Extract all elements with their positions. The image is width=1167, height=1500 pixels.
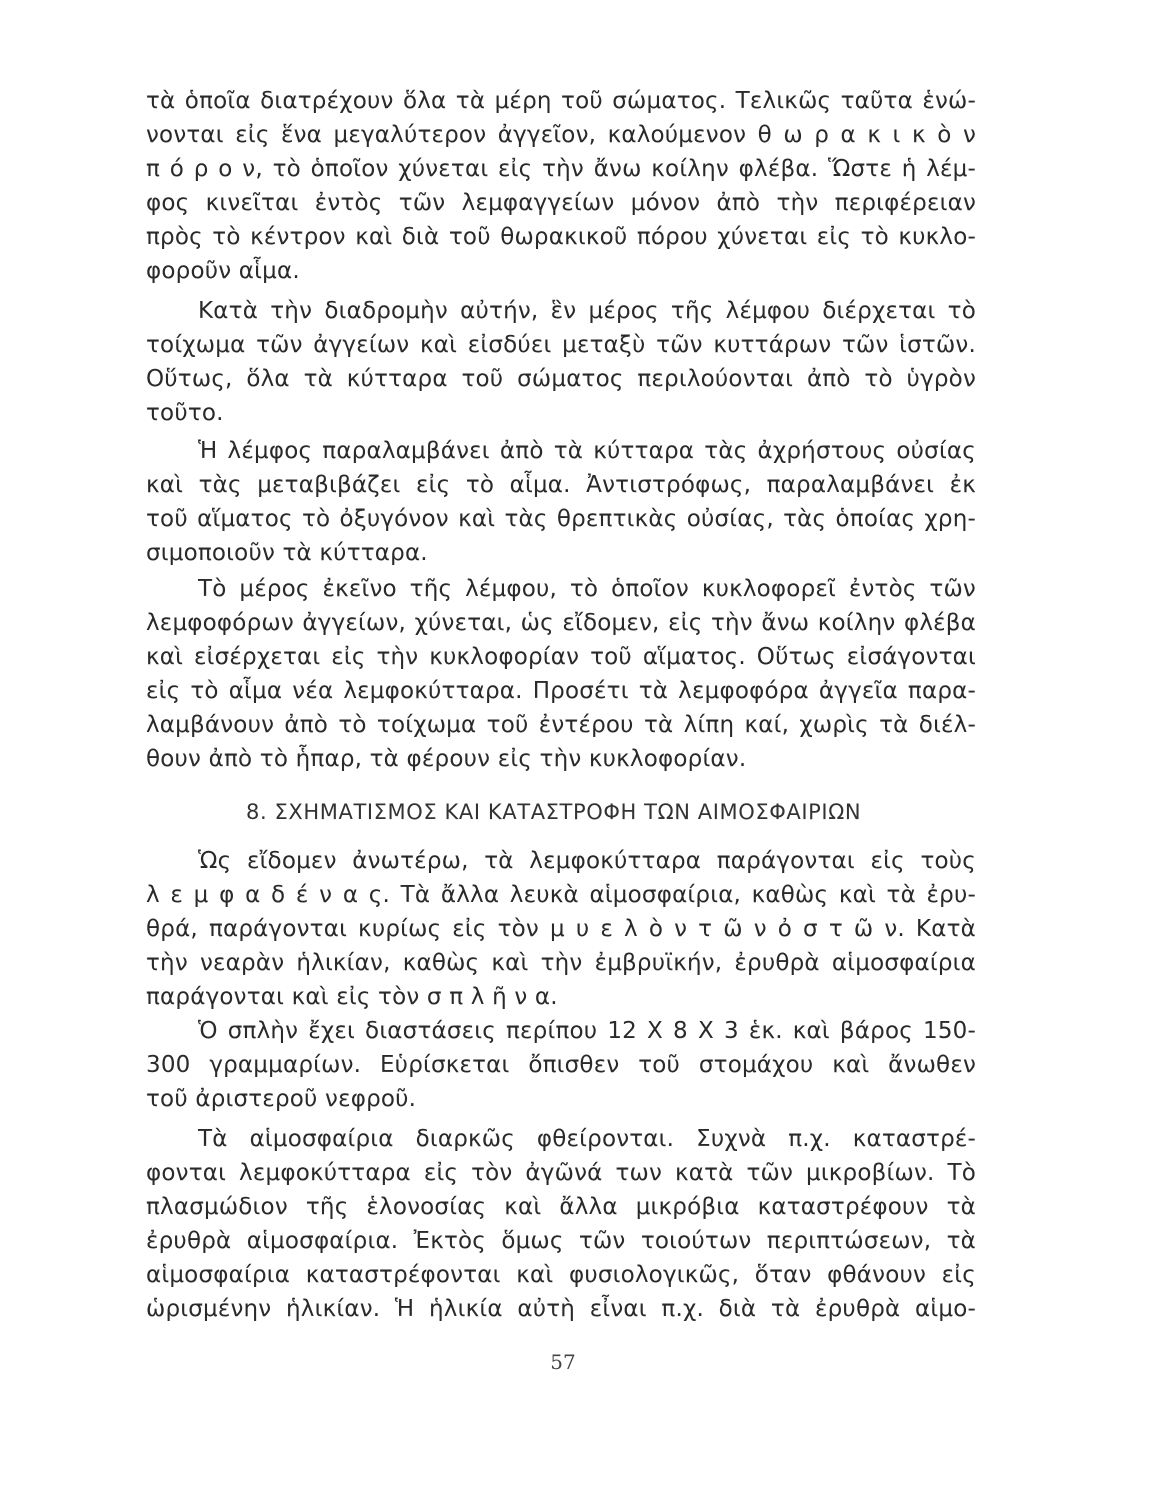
text-line: τοῦ αἵματος τὸ ὀξυγόνον καὶ τὰς θρεπτικὰς οὐσίας, τὰς ὁποίας χρη- [146, 506, 976, 532]
text-line: φονται λεμφοκύτταρα εἰς τὸν ἀγῶνά των κατὰ τῶν μικροβίων. Τὸ [146, 1160, 976, 1186]
text-line: ἐρυθρὰ αἱμοσφαίρια. Ἐκτὸς ὅμως τῶν τοιούτων περιπτώσεων, τὰ [146, 1228, 976, 1254]
page-number: 57 [550, 1350, 576, 1374]
text-line: Ἡ λέμφος παραλαμβάνει ἀπὸ τὰ κύτταρα τὰς ἀχρήστους οὐσίας [198, 438, 976, 464]
text-line: τὴν νεαρὰν ἡλικίαν, καθὼς καὶ τὴν ἐμβρυϊκήν, ἐρυθρὰ αἱμοσφαίρια [146, 950, 976, 976]
text-line: φος κινεῖται ἐντὸς τῶν λεμφαγγείων μόνον ἀπὸ τὴν περιφέρειαν [146, 190, 976, 216]
text-line: τοίχωμα τῶν ἀγγείων καὶ εἰσδύει μεταξὺ τῶν κυττάρων τῶν ἱστῶν. [146, 332, 976, 358]
text-line: τὰ ὁποῖα διατρέχουν ὅλα τὰ μέρη τοῦ σώματος. Τελικῶς ταῦτα ἑνώ- [146, 88, 976, 114]
text-line: καὶ τὰς μεταβιβάζει εἰς τὸ αἷμα. Ἀντιστρόφως, παραλαμβάνει ἐκ [146, 472, 976, 498]
text-line: ὡρισμένην ἡλικίαν. Ἡ ἡλικία αὐτὴ εἶναι π.χ. διὰ τὰ ἐρυθρὰ αἱμο- [146, 1296, 976, 1322]
text-line: καὶ εἰσέρχεται εἰς τὴν κυκλοφορίαν τοῦ αἵματος. Οὕτως εἰσάγονται [146, 644, 976, 670]
text-line: Ὁ σπλὴν ἔχει διαστάσεις περίπου 12 X 8 X 3 ἑκ. καὶ βάρος 150- [198, 1018, 976, 1044]
text-line: Οὕτως, ὅλα τὰ κύτταρα τοῦ σώματος περιλούονται ἀπὸ τὸ ὑγρὸν [146, 366, 976, 392]
text-line: 300 γραμμαρίων. Εὑρίσκεται ὄπισθεν τοῦ στομάχου καὶ ἄνωθεν [146, 1052, 976, 1078]
text-line: Τὸ μέρος ἐκεῖνο τῆς λέμφου, τὸ ὁποῖον κυκλοφορεῖ ἐντὸς τῶν [198, 576, 976, 602]
text-line: εἰς τὸ αἷμα νέα λεμφοκύτταρα. Προσέτι τὰ λεμφοφόρα ἀγγεῖα παρα- [146, 678, 976, 704]
text-line: αἱμοσφαίρια καταστρέφονται καὶ φυσιολογικῶς, ὅταν φθάνουν εἰς [146, 1262, 976, 1288]
text-line: λαμβάνουν ἀπὸ τὸ τοίχωμα τοῦ ἐντέρου τὰ λίπη καί, χωρὶς τὰ διέλ- [146, 712, 976, 738]
text-line: Κατὰ τὴν διαδρομὴν αὐτήν, ἓν μέρος τῆς λέμφου διέρχεται τὸ [198, 298, 976, 324]
text-line: Ὡς εἴδομεν ἀνωτέρω, τὰ λεμφοκύτταρα παράγονται εἰς τοὺς [198, 848, 976, 874]
text-line: πρὸς τὸ κέντρον καὶ διὰ τοῦ θωρακικοῦ πόρου χύνεται εἰς τὸ κυκλο- [146, 224, 976, 250]
text-line: π ό ρ ο ν, τὸ ὁποῖον χύνεται εἰς τὴν ἄνω κοίλην φλέβα. Ὥστε ἡ λέμ- [146, 156, 976, 182]
text-line: θουν ἀπὸ τὸ ἧπαρ, τὰ φέρουν εἰς τὴν κυκλοφορίαν. [146, 746, 747, 772]
text-line: λεμφοφόρων ἀγγείων, χύνεται, ὡς εἴδομεν, εἰς τὴν ἄνω κοίλην φλέβα [146, 610, 976, 636]
text-line: λ ε μ φ α δ έ ν α ς. Τὰ ἄλλα λευκὰ αἱμοσφαίρια, καθὼς καὶ τὰ ἐρυ- [146, 882, 976, 908]
text-line: τοῦτο. [146, 400, 224, 426]
text-line: Τὰ αἱμοσφαίρια διαρκῶς φθείρονται. Συχνὰ π.χ. καταστρέ- [198, 1126, 976, 1152]
text-line: φοροῦν αἷμα. [146, 258, 300, 284]
text-line: τοῦ ἀριστεροῦ νεφροῦ. [146, 1086, 417, 1112]
text-line: νονται εἰς ἕνα μεγαλύτερον ἀγγεῖον, καλούμενον θ ω ρ α κ ι κ ὸ ν [146, 122, 976, 148]
text-line: παράγονται καὶ εἰς τὸν σ π λ ῆ ν α. [146, 984, 558, 1010]
text-line: σιμοποιοῦν τὰ κύτταρα. [146, 540, 428, 566]
text-line: θρά, παράγονται κυρίως εἰς τὸν μ υ ε λ ὸ ν τ ῶ ν ὀ σ τ ῶ ν. Κατὰ [146, 916, 976, 942]
text-line: πλασμώδιον τῆς ἑλονοσίας καὶ ἄλλα μικρόβια καταστρέφουν τὰ [146, 1194, 976, 1220]
section-heading: 8. ΣΧΗΜΑΤΙΣΜΟΣ ΚΑΙ ΚΑΤΑΣΤΡΟΦΗ ΤΩΝ ΑΙΜΟΣΦΑΙΡΙΩΝ [246, 800, 862, 824]
